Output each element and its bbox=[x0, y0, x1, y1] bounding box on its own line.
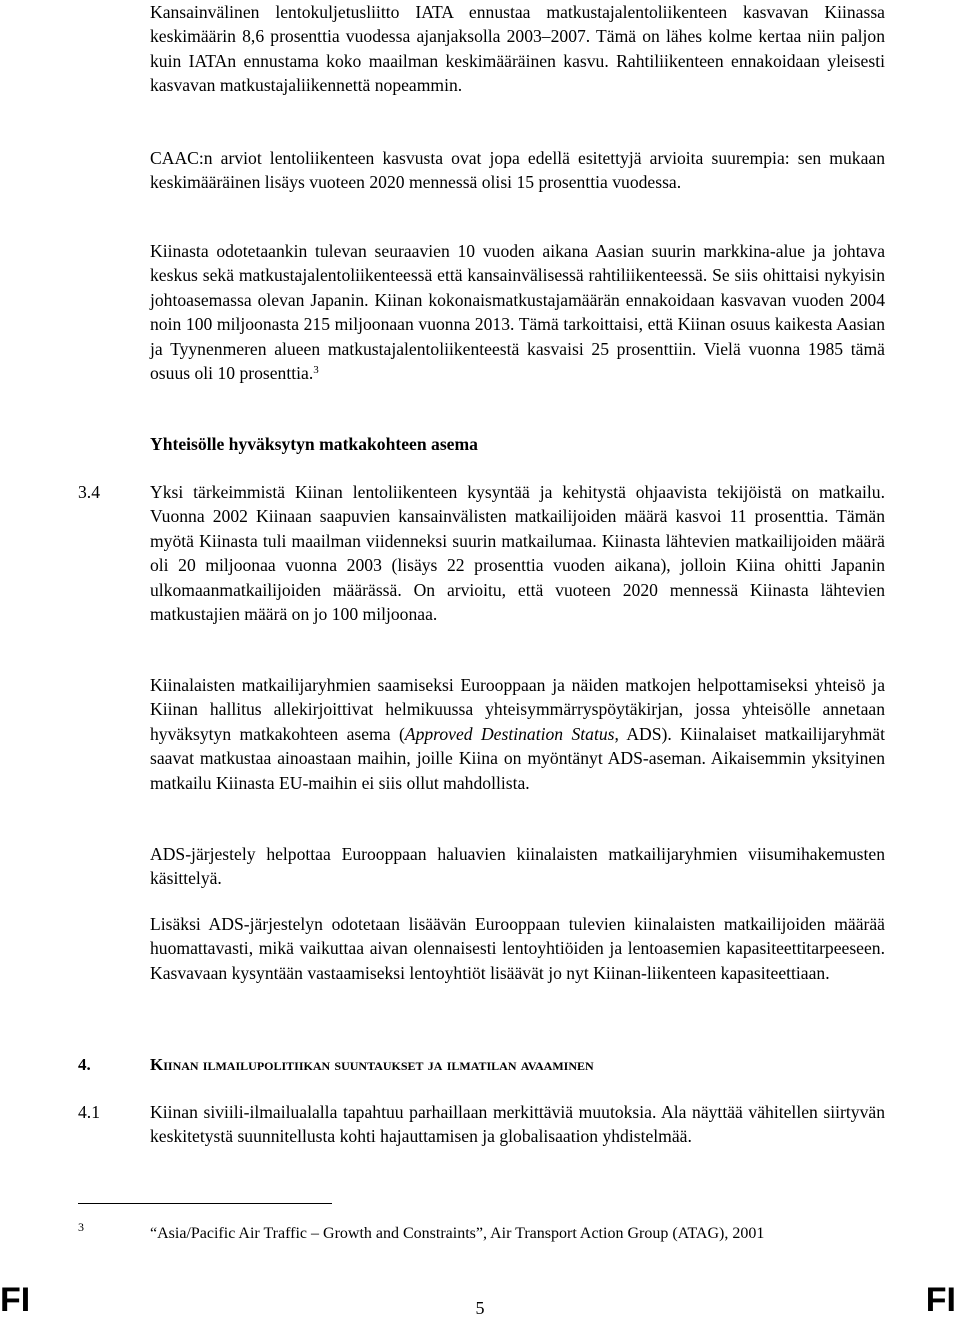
paragraph-asia-market-text: Kiinasta odotetaankin tulevan seuraavien 10 vuoden aikana Aasian suurin markkina-alue ja johtava keskus sekä matkustajalentoliikenteessä että kansainvälisessä rahtiliikenteessä. Se siis ohittaisi nykyisin johtoasemassa olevan Japanin. Kiinan kokonaismatkustajamäärän ennakoidaan kasvavan vuoden 2004 noin 100 miljoonasta 215 miljoonaan vuonna 2013. Tämä tarkoittaisi, että Kiinan osuus kaikesta Aasian ja Tyynenmeren alueen matkustajalentoliikenteestä kasvaisi 25 prosenttiin. Vielä vuonna 1985 tämä osuus oli 10 prosenttia. bbox=[150, 241, 885, 384]
paragraph-tourism: Yksi tärkeimmistä Kiinan lentoliikenteen kysyntää ja kehitystä ohjaavista tekijöistä on matkailu. Vuonna 2002 Kiinaan saapuvien kansainvälisten matkailijoiden määrä kasvoi 11 prosenttia. Tämän myötä Kiinasta tuli maailman viidenneksi suurin matkailumaa. Kiinasta lähtevien matkailijoiden määrä oli 20 miljoonaa vuonna 2003 (lisäys 22 prosenttia vuoden aikana), jolloin Kiina ohitti Japanin ulkomaanmatkailijoiden määrässä. On arvioitu, että vuoteen 2020 mennessä Kiinasta lähtevien matkustajien määrä on jo 100 miljoonaa. bbox=[150, 482, 885, 625]
approved-destination-status-term: Approved Destination Status bbox=[404, 723, 615, 744]
footnote-reference[interactable]: 3 bbox=[313, 364, 319, 377]
paragraph-iata-forecast: Kansainvälinen lentokuljetusliitto IATA ennustaa matkustajalentoliikenteen kasvavan Kiinassa keskimäärin 8,6 prosenttia vuodessa ajanjaksolla 2003–2007. Tämä on lähes kolme kertaa niin paljon kuin IATAn ennustama koko maailman keskimääräinen kasvu. Rahtiliikenteen ennakoidaan yleisesti kasvavan matkustajaliikennettä nopeammin. bbox=[150, 2, 885, 96]
paragraph-ads-memorandum-text: Kiinalaisten matkailijaryhmien saamiseksi Eurooppaan ja näiden matkojen helpottamiseksi yhteisö ja Kiinan hallitus allekirjoittivat helmikuussa yhteisymmärryspöytäkirjan, jossa yhteisölle annetaan hyväksytyn matkakohteen asema ( bbox=[150, 675, 885, 744]
footnote-number: 3 bbox=[78, 1220, 84, 1234]
paragraph-asia-market bbox=[150, 239, 885, 385]
paragraph-ads-memorandum-text-continued: , ADS). Kiinalaiset matkailijaryhmät saavat matkustaa ainoastaan maihin, joille Kiina on myöntänyt ADS-aseman. Aikaisemmin yksityinen matkailu Kiinasta EU-maihin ei siis ollut mahdollista. bbox=[150, 723, 885, 793]
paragraph-ads-visa: ADS-järjestely helpottaa Eurooppaan haluavien kiinalaisten matkailijaryhmien viisumihakemusten käsittelyä. bbox=[150, 844, 885, 889]
paragraph-number: 3.4 bbox=[78, 482, 100, 502]
page-number: 5 bbox=[475, 1298, 485, 1318]
section-number: 4. bbox=[78, 1055, 91, 1074]
paragraph-aviation-policy: Kiinan siviili-ilmailualalla tapahtuu parhaillaan merkittäviä muutoksia. Ala näyttää vähitellen siirtyvän keskitetystä suunnitellusta kohti hajauttamisen ja globalisaation yhdistelmää. bbox=[150, 1102, 885, 1147]
paragraph-ads-capacity: Lisäksi ADS-järjestelyn odotetaan lisäävän Eurooppaan tulevien kiinalaisten matkailijoiden määrää huomattavasti, mikä vaikuttaa aivan olennaisesti lentoyhtiöiden ja lentoasemien kapasiteettitarpeeseen. Kasvavaan kysyntään vastaamiseksi lentoyhtiöt lisäävät jo nyt Kiinan-liikenteen kapasiteettiaan. bbox=[150, 914, 885, 983]
subheading-ads-status: Yhteisölle hyväksytyn matkakohteen asema bbox=[150, 434, 478, 454]
footer-language-right: FI bbox=[925, 1281, 956, 1319]
paragraph-number: 4.1 bbox=[78, 1102, 100, 1122]
paragraph-ads-memorandum bbox=[150, 673, 885, 795]
footnote-text: “Asia/Pacific Air Traffic – Growth and Constraints”, Air Transport Action Group (ATAG), 2001 bbox=[150, 1225, 765, 1242]
section-title: Kiinan ilmailupolitiikan suuntaukset ja ilmatilan avaaminen bbox=[150, 1055, 594, 1074]
footer-language-left: FI bbox=[0, 1281, 31, 1319]
paragraph-caac-estimates: CAAC:n arviot lentoliikenteen kasvusta ovat jopa edellä esitettyjä arvioita suurempia: sen mukaan keskimääräinen lisäys vuoteen 2020 mennessä olisi 15 prosenttia vuodessa. bbox=[150, 148, 885, 193]
footnote-divider bbox=[78, 1203, 332, 1204]
